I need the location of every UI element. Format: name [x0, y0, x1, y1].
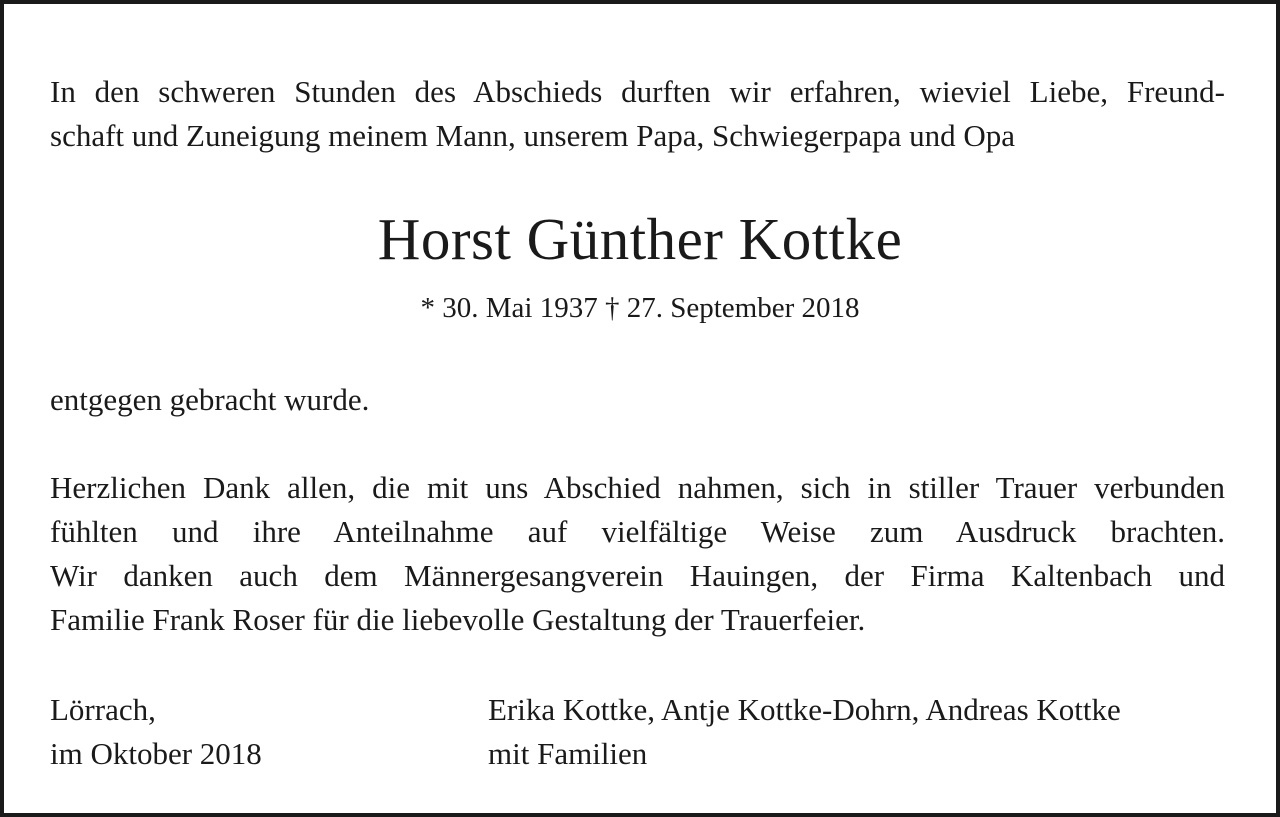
deceased-name: Horst Günther Kottke — [377, 206, 903, 272]
life-dates: * 30. Mai 1937 † 27. September 2018 — [420, 292, 860, 324]
intro-line-2: schaft und Zuneigung meinem Mann, unserem Papa, Schwiegerpapa und Opa — [50, 118, 1016, 153]
place: Lörrach, — [50, 692, 156, 727]
continuation-text: entgegen gebracht wurde. — [50, 382, 370, 417]
signatory-families: mit Familien — [488, 736, 648, 771]
thanks-line-1: Herzlichen Dank allen, die mit uns Abschied nahmen, sich in stiller Trauer verbunden — [50, 470, 1225, 505]
signatory-names: Erika Kottke, Antje Kottke-Dohrn, Andreas Kottke — [488, 692, 1121, 727]
date: im Oktober 2018 — [50, 736, 262, 771]
thanks-line-3: Wir danken auch dem Männergesangverein Hauingen, der Firma Kaltenbach und — [50, 558, 1225, 593]
intro-line-1: In den schweren Stunden des Abschieds durften wir erfahren, wieviel Liebe, Freund- — [50, 74, 1225, 109]
thanks-line-4: Familie Frank Roser für die liebevolle Gestaltung der Trauerfeier. — [50, 602, 866, 637]
thanks-line-2: fühlten und ihre Anteilnahme auf vielfältige Weise zum Ausdruck brachten. — [50, 514, 1225, 549]
